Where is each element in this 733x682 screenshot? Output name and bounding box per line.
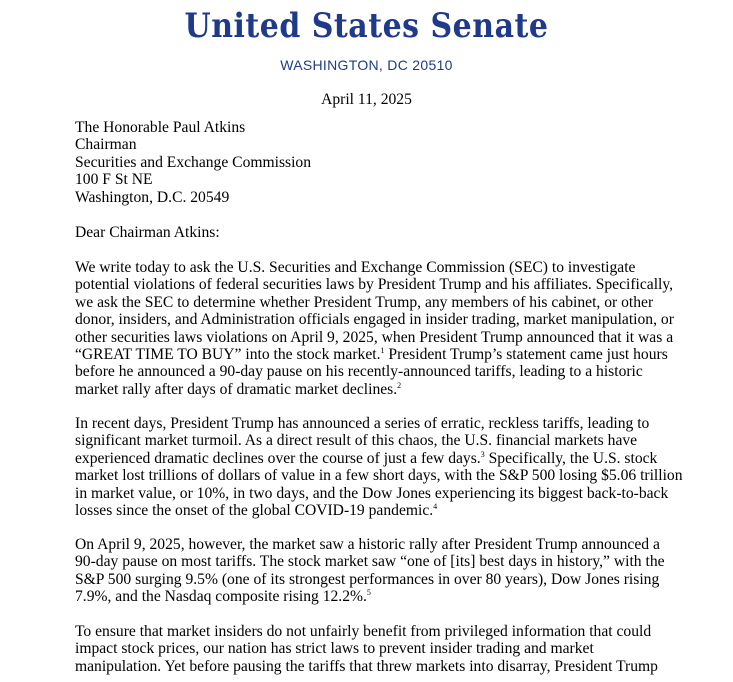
text-segment: 7.9%, and the Nasdaq composite rising 12.2%. (75, 588, 367, 606)
text-line (75, 467, 683, 485)
text-line (75, 588, 675, 605)
salutation: Dear Chairman Atkins: (75, 224, 220, 241)
text-segment: in market value, or 10%, in two days, and the Dow Jones experiencing its biggest back-to-back (75, 484, 669, 502)
text-line (75, 259, 675, 276)
text-segment: potential violations of federal securities laws by President Trump and his affiliates. Specifically, (75, 276, 674, 294)
text-segment: market rally after days of dramatic market declines. (75, 380, 398, 398)
text-segment: manipulation. Yet before pausing the tariffs that threw markets into disarray, President Trump (75, 657, 658, 675)
recipient-address (75, 119, 311, 206)
footnote-marker: 4 (433, 501, 438, 511)
text-line (75, 553, 675, 570)
recipient-street: 100 F St NE (75, 171, 153, 189)
text-line (75, 381, 675, 398)
text-segment: market lost trillions of dollars of value in a few short days, with the S&P 500 losing $5.06 trillion (75, 467, 683, 485)
text-segment: “GREAT TIME TO BUY” into the stock market. (75, 346, 381, 364)
text-segment: significant market turmoil. As a direct result of this chaos, the U.S. financial markets have (75, 432, 638, 450)
text-segment: On April 9, 2025, however, the market saw a historic rally after President Trump announced a (75, 536, 660, 553)
text-line (75, 485, 675, 502)
text-segment: experienced dramatic declines over the course of just a few days. (75, 449, 481, 467)
text-line (75, 658, 675, 675)
text-line (75, 623, 675, 640)
letterhead-title: United States Senate (184, 7, 549, 47)
text-line (75, 363, 675, 380)
text-segment: In recent days, President Trump has announced a series of erratic, reckless tariffs, leading to (75, 415, 650, 432)
recipient-title: Chairman (75, 136, 137, 154)
text-segment: donor, insiders, and Administration officials engaged in insider trading, market manipulation, or (75, 311, 674, 329)
text-segment: other securities laws violations on April 9, 2025, when President Trump announced that it was a (75, 328, 674, 346)
letterhead-address: WASHINGTON, DC 20510 (280, 57, 453, 73)
text-segment: To ensure that market insiders do not unfairly benefit from privileged information that could (75, 623, 652, 640)
text-line (75, 450, 675, 467)
text-line (75, 640, 675, 657)
letter-date: April 11, 2025 (321, 91, 412, 108)
recipient-organization: Securities and Exchange Commission (75, 153, 312, 171)
footnote-marker: 5 (366, 588, 371, 598)
text-line (75, 276, 675, 293)
text-segment: President Trump’s statement came just hours (384, 346, 668, 364)
text-segment: 90-day pause on most tariffs. The stock market saw “one of [its] best days in history,” with the (75, 553, 665, 571)
text-line (75, 346, 675, 363)
paragraph-2 (75, 415, 683, 520)
footnote-marker: 2 (397, 380, 402, 390)
recipient-name: The Honorable Paul Atkins (75, 119, 246, 136)
text-segment: losses since the onset of the global COVID-19 pandemic. (75, 502, 434, 520)
paragraph-3 (75, 536, 675, 606)
text-segment: we ask the SEC to determine whether President Trump, any members of his cabinet, or other (75, 293, 654, 311)
paragraph-4 (75, 623, 675, 675)
paragraph-1 (75, 259, 675, 398)
text-segment: Specifically, the U.S. stock (484, 449, 658, 467)
footnote-marker: 1 (380, 345, 385, 355)
footnote-marker: 3 (480, 449, 485, 459)
text-line (75, 311, 675, 328)
recipient-city: Washington, D.C. 20549 (75, 188, 230, 206)
text-line (75, 432, 675, 449)
text-line (75, 571, 675, 588)
text-segment: S&P 500 surging 9.5% (one of its strongest performances in over 80 years), Dow Jones rising (75, 570, 660, 588)
text-line (75, 502, 675, 519)
text-segment: before he announced a 90-day pause on his recently-announced tariffs, leading to a historic (75, 363, 643, 381)
text-line (75, 329, 675, 346)
text-line (75, 536, 675, 553)
text-segment: We write today to ask the U.S. Securities and Exchange Commission (SEC) to investigate (75, 259, 636, 276)
text-line (75, 415, 675, 432)
text-line (75, 294, 675, 311)
text-segment: impact stock prices, our nation has strict laws to prevent insider trading and market (75, 640, 594, 658)
